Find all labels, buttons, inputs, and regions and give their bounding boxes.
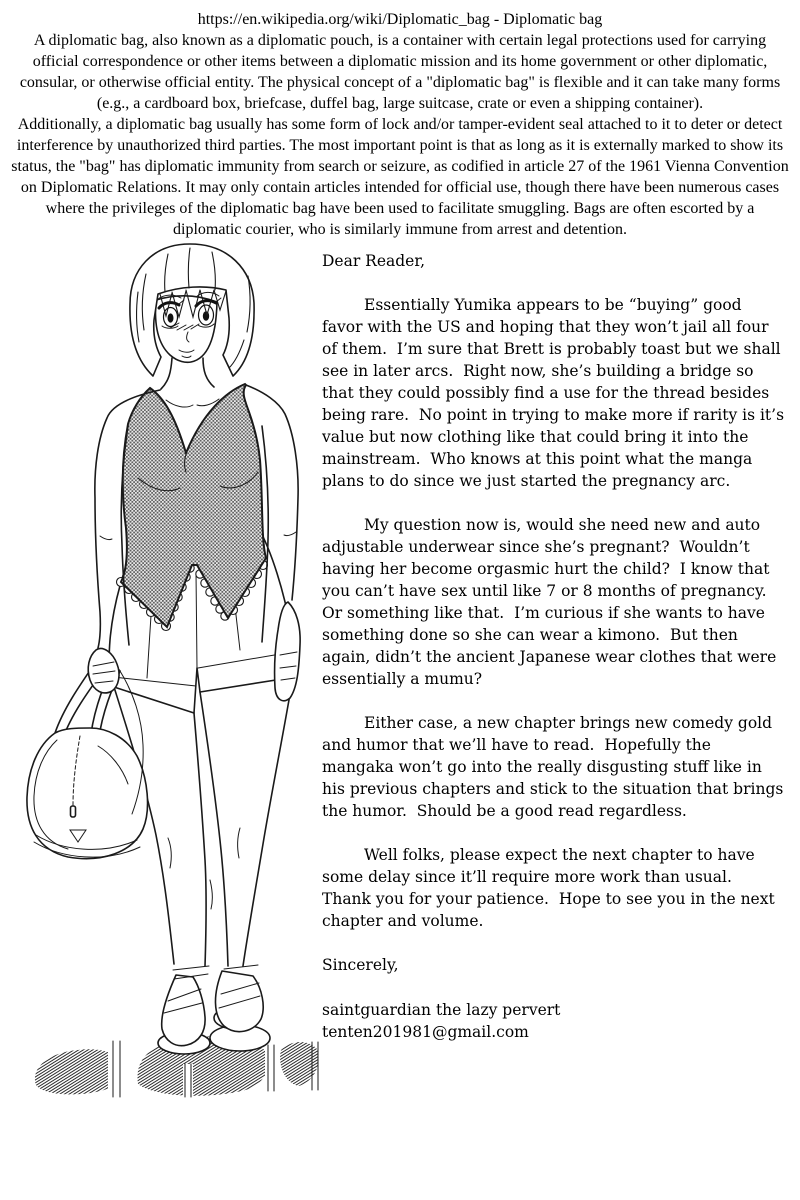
content-row bbox=[0, 240, 800, 1120]
sandals bbox=[158, 965, 270, 1054]
letter-paragraph-2: My question now is, would she need new and auto adjustable underwear since she’s pregnant? Wouldn’t having her become orgasmic hurt the child? I know that you can’t have sex until like 7 or 8 months of pregnancy. Or something like that. I’m curious if she wants to have something done so she can wear a kimono. But then again, didn’t the ancient Japanese wear clothes that were essentially a mumu? bbox=[322, 516, 782, 688]
ground-stake bbox=[183, 1064, 193, 1098]
duffel-bag bbox=[27, 671, 148, 859]
afterword-letter bbox=[322, 240, 800, 1043]
source-url-line: https://en.wikipedia.org/wiki/Diplomatic_bag - Diplomatic bag bbox=[197, 11, 603, 28]
letter-closing: Sincerely, bbox=[322, 956, 399, 974]
letter-email: tenten201981@gmail.com bbox=[322, 1023, 529, 1041]
letter-paragraph-3: Either case, a new chapter brings new comedy gold and humor that we’ll have to read. Hopefully the mangaka won’t go into the really disgusting stuff like in his previous chapters and stick to the situation that brings the humor. Should be a good read regardless. bbox=[322, 714, 789, 820]
wiki-paragraph-2: Additionally, a diplomatic bag usually has some form of lock and/or tamper-evident seal attached to it to deter or detect interference by unauthorized third parties. The most important point is that as long as it is externally marked to show its status, the "bag" has diplomatic immunity from search or seizure, as codified in article 27 of the 1961 Vienna Convention on Diplomatic Relations. It may only contain articles intended for official use, though there have been numerous cases where the privileges of the diplomatic bag have been used to facilitate smuggling. Bags are often escorted by a diplomatic courier, who is similarly immune from arrest and detention. bbox=[11, 116, 789, 238]
wiki-excerpt bbox=[0, 0, 800, 240]
neck bbox=[161, 358, 219, 407]
letter-paragraph-1: Essentially Yumika appears to be “buying” good favor with the US and hoping that they won’t jail all four of them. I’m sure that Brett is probably toast but we shall see in later arcs. Right now, she’s building a bridge so that they could possibly find a use for the thread besides being rare. No point in trying to make more if rarity is it’s value but now clothing like that could bring it into the mainstream. Who knows at this point what the manga plans to do since we just started the pregnancy arc. bbox=[322, 296, 789, 490]
wiki-paragraph-1: A diplomatic bag, also known as a diplomatic pouch, is a container with certain legal protections used for carrying official correspondence or other items between a diplomatic mission and its home government or other diplomatic, consular, or otherwise official entity. The physical concept of a "diplomatic bag" is flexible and it can take many forms (e.g., a cardboard box, briefcase, duffel bag, large suitcase, crate or even a shipping container). bbox=[19, 32, 781, 112]
letter-salutation: Dear Reader, bbox=[322, 252, 425, 270]
face bbox=[156, 292, 221, 362]
manga-girl-illustration bbox=[0, 240, 322, 1120]
letter-paragraph-4: Well folks, please expect the next chapter to have some delay since it’ll require more work than usual. Thank you for your patience. Hope to see you in the next chapter and volume. bbox=[322, 846, 780, 930]
letter-signature: saintguardian the lazy pervert bbox=[322, 1001, 561, 1019]
